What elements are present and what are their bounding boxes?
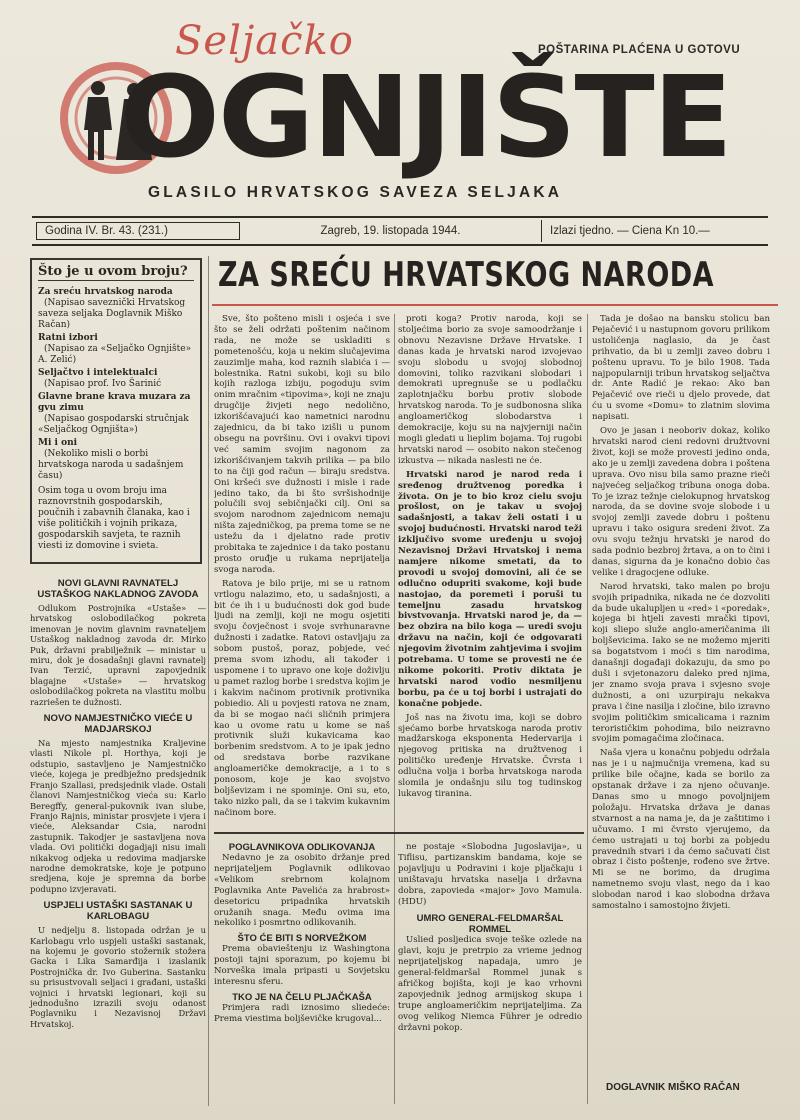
postage-notice: POŠTARINA PLAĆENA U GOTOVU bbox=[538, 44, 741, 56]
paragraph: proti koga? Protiv naroda, koji se stoljećima borio za svoje samoodržanje i obnovu Nezavisne Države Hrvatske. I danas kada je hrvatski narod izvojevao svoju slobodu u svojoj slobodnoj domovini, toliko razvikani slobodari i demokrati upregnuše se u podlačku zaplotnjačku borbu protiv slobode hrvatskog naroda. To je sudbonosna slika angloameričkog slobodarstva i demokracije, koju su na najvjerniji način mogli gledati u lieplim bojama. Toj rugobi hrvatski narod — osobito nakon stečenog izkustva — nikada naslesti ne će. bbox=[398, 314, 582, 466]
issue-price: Izlazi tjedno. — Ciena Kn 10.— bbox=[550, 225, 710, 237]
contents-entry: Glavne brane krava muzara za gvu zimu (Napisao gospodarski stručnjak «Seljačkog Ognjišta») bbox=[38, 392, 191, 435]
article-column-1 bbox=[214, 314, 390, 824]
article-body: Uslied posljedica svoje teške ozlede na glavi, koju je pretrpio za vrieme jednog neprijateljskog napadaja, umro je general-feldmaršal Rommel junak s afričkog bojišta, koji je kao vrhovni zapovjednik jednog armijskog skupa i trupe angloameričkim neprijateljima. Za ovog velikog Niemca Führer je odredio državni pokop. bbox=[398, 935, 582, 1033]
article-title: NOVO NAMJESTNIČKO VIEĆE U MADJARSKOJ bbox=[43, 713, 193, 736]
paragraph: Ovo je jasan i neoboriv dokaz, koliko hrvatski narod cieni redovni družtvovni život, koji se može provesti jedino onda, ako je u zemlji zavedena dobra i poštena uprava. Ovo nisu bila samo prazne rieči najvećeg seljačkog tribuna onoga doba. To je izraz težnje cielokupnog hrvatskog naroda, da se dovine svoje slobode i u svojoj zemlji zavede dobru i poštenu upravu i tako osigura sredeni život. Za ovu svoju težnju hrvatski je narod do sada podnio bezbroj žrtava, a on to čini i danas, sigurna da je konačno dobio čas velike i dragocjene odluke. bbox=[592, 426, 770, 578]
issue-date: Zagreb, 19. listopada 1944. bbox=[320, 225, 461, 237]
paragraph: Sve, što pošteno misli i osjeća i sve što se želi održati poštenim načinom rada, ne može se uskladiti s pometenošću, koja u nekim slučajevima zauzimlje maha, kod raznih slabića i — bolestnika. Ratni sukobi, koji su bilo kojih razloga izbiju, pogoduju svim onim mračnim «tipovima», koji ne znaju drugčije živjeti nego nedolično, izkorišćavajući kao nametnici narodnu zajednicu, da bi tako izišli u punom obsegu na površinu. Ovi i ovakvi tipovi već samim svojim nagonom za izkorišćivanjem takvih prilika — pa bilo to na čiji god račun — biraju sredstva. Oni kršeći sve dužnosti i misle i rade jedino tako, da bi što svršishodnije polučili svoj sebičnjački cilj. Oni sa svojom narodnom zajednicom nemaju ništa zajedničkog, pa prema tome se ne ustežu da i djelatno rade protiv probitaka te zajednice i da tako postanu prosto oruđje u rukama neprijatelja svoga naroda. bbox=[214, 314, 390, 575]
article-signature: DOGLAVNIK MIŠKO RAČAN bbox=[606, 1082, 740, 1093]
column-divider bbox=[394, 314, 395, 1104]
article-title: TKO JE NA ČELU PLJAČKAŠA bbox=[232, 991, 372, 1003]
bottom-article bbox=[214, 842, 390, 1108]
column-divider bbox=[208, 256, 209, 1106]
article-body: U nedjelju 8. listopada održan je u Karlobagu vrlo uspjeli ustaški sastanak, na kojemu je govorio stožernik stožera Gacka i Lika Samarđija i izaslanik Postrojnička dr. Ivo Guberina. Sastanku su prisustvovali seljaci i građani, ustaški vojnici i hrvatski legionari, koji su jednodušno izrazili svoju odanost Poglavniku i Nezavisnoj Državi Hrvatskoj. bbox=[30, 925, 206, 1029]
left-news-column bbox=[30, 572, 206, 1032]
contents-heading: Što je u ovom broju? bbox=[38, 266, 194, 281]
column-divider bbox=[587, 314, 588, 1104]
paragraph: Ratova je bilo prije, mi se u ratnom vrtlogu nalazimo, eto, u sadašnjosti, a bit će ih i u budućnosti dok god bude ljudi na zemlji, koji ne mogu osjetiti svoju čovječnost i svoje svrhunaravne dužnosti i zadatke. Ratovi ostavljaju za sobom pustoš, poraz, pobjede, već prema svom izhodu, ali također i uspomene i to upravo one koje doživlju u pamet razlog borbe i sredstva kojim je i kakvim načinom protivnik protivnika pobiedio. Ali u povjesti ratova ne znam, da bi se mogao naći sličnih primjera kao u ovome ratu u kome se naš protivnik služi kukavicama kao borbenim sredstvom. A to je ipak jedno od sredstava borbe razvikane angloameričke demokracije, a i to s ponosom, koje je kao svojstvo boljševizam i ne spominje. Oni su, eto, tako nizko pali, da se i takvim kukavnim načinom bore. bbox=[214, 578, 390, 818]
article-body: Primjera radi iznosimo sliedeće: Prema viestima boljševičke krugoval... bbox=[214, 1002, 390, 1024]
masthead-subtitle: GLASILO HRVATSKOG SAVEZA SELJAKA bbox=[148, 184, 563, 201]
contents-box bbox=[30, 258, 202, 564]
contents-entry: Seljačtvo i intelektualci (Napisao prof. Ivo Šarinić bbox=[38, 368, 162, 389]
issue-info-bar bbox=[32, 216, 768, 246]
contents-footer: Osim toga u ovom broju ima raznovrstnih gospodarskih, poučnih i zabavnih članaka, kao i više političkih i vojnih prikaza, gospodarskih savjeta, te raznih viesti iz domovine i svieta. bbox=[38, 486, 190, 551]
article-column-2 bbox=[398, 314, 582, 884]
article-body: Prema obavieštenju iz Washingtona postoji tajni sporazum, po kojemu bi Norveška imala pripasti u Sovjetsku interesnu sferu. bbox=[214, 944, 390, 988]
paragraph: Još nas na životu ima, koji se dobro sjećamo borbe hrvatskoga naroda protiv madžarskoga eksponenta Hedervarija i njegovog pritiska na družtvenog i političko uređenje Hrvatske. Čvrsta i odlučna volja i borba hrvatskoga naroda slomila je ondašnju silu tog tudinskog lukavog tiranina. bbox=[398, 712, 582, 799]
article-title: POGLAVNIKOVA ODLIKOVANJA bbox=[228, 842, 376, 853]
headline-rule bbox=[212, 304, 778, 306]
article-body: ne postaje «Slobodna Jugoslavija», u Tiflisu, partizanskim bandama, koje se pojavljuju u Podravini i koje pljačkaju i uništavaju hrvatska naselja i državna dobra, zapovieda «major» Jovo Mamula. (HDU) bbox=[398, 842, 582, 907]
paragraph: Hrvatski narod je narod reda i sređenog družtvenog poredka i života. On je to bio kroz cielu svoju prošlost, on je takav u svojoj sadašnjosti, a takav želi ostati i u svojoj budućnosti. Hrvatski narod teži izključivo svome uređenju u svojoj Nezavisnoj Državi Hrvatskoj i nema namjere nikome smetati, da to provodi u svojoj domovini, ali će se odlučno odupriti svakome, koji bude nastojao, da poremeti i poruši tu temeljnu zasadu hrvatskog bivstvovanja. Hrvatski narod je, da — bez obzira na bilo koga — uredi svoju državu na način, koji će odgovarati njegovim životnim zahtjevima i svojim potrebama. U tome se provesti ne će nikome pokoriti. Protiv diktata je hrvatski narod vodio nesmiljenu borbu, pa će u toj borbi i ustrajati do konačne pobjede. bbox=[398, 469, 582, 709]
article-title: USPJELI USTAŠKI SASTANAK U KARLOBAGU bbox=[43, 900, 193, 923]
paragraph: Narod hrvatski, tako malen po broju svojih pripadnika, nikada ne će dozvoliti da bude ukalupljen u «red» i «poredak», kojega bi htjeli zavesti mrački tipovi, koji sliepo služe anglo-američanima ili boljševicima. Iako se ne možemo mjeriti sa bogatstvom i moći s tim narodima, današnji događaji dokazuju, da smo po duši i svjetonazoru daleko pred njima, jer znamo svoja prava i svjesno svoje dužnosti, a oni uzurpiraju nekakva prava i čine nasilja i zločine, bilo izravno svojim političkim smicalicama i raznim terorističkim pohodima, bilo neizravno svojim pomagačima zločinaca. bbox=[592, 581, 770, 745]
issue-number: Godina IV. Br. 43. (231.) bbox=[36, 222, 240, 240]
paragraph: Tada je došao na bansku stolicu ban Pejačević i u nastupnom govoru prilikom ustoličenja naglasio, da je čast prihvatio, da bi u zemlji zaveo dobru i poštenu upravu. To je bilo 1908. Tada najpopularniji tribun hrvatskog seljačtva dr. Ante Radić je rekao: Ako ban Pejačević ove rieči u djelo provede, dat ću u svome «Domu» to zlatnim slovima napisati. bbox=[592, 314, 770, 423]
article-body: Nedavno je za osobito držanje pred neprijateljem Poglavnik odlikovao «Velikom srebrnom kolajnom Poglavnika Ante Pavelića za hrabrost» desetoricu pripadnika hrvatskih oružanih snaga. Među ovima ima nekoliko i posmrtno odlikovanih. bbox=[214, 853, 390, 929]
article-title: NOVI GLAVNI RAVNATELJ USTAŠKOG NAKLADNOG ZAVODA bbox=[37, 578, 199, 600]
contents-entry: Za sreću hrvatskog naroda (Napisao saveznički Hrvatskog saveza seljaka Doglavnik Miško Račan) bbox=[38, 287, 186, 330]
masthead-main-title: OGNJIŠTE bbox=[120, 53, 731, 183]
article-title: UMRO GENERAL-FELDMARŠAL ROMMEL bbox=[416, 913, 564, 936]
paragraph: Naša vjera u konačnu pobjedu održala nas je i u najmučnija vremena, kad su prilike bile očajne, kada se borilo za opstanak države i za njeno očuvanje. Danas smo u mnogo povoljnijem položaju. Hrvatska država je danas stvarnost a na nama je, da je zaštitimo i učuvamo. I mi čvrsto vjerujemo, da ćemo ustrajati u toj borbi za pobjedu pravednih stvari i da ćemo sačuvati čist obraz i čisto poštenje, rođeno sve žrtve. Mi se ne borimo, da drugima nametnemo svoju vlast, nego da i kao slobodan narod i kao slobodna država samostalno i samostojno živjeti. bbox=[592, 748, 770, 912]
article-column-3 bbox=[592, 314, 770, 1074]
separator bbox=[214, 832, 584, 834]
masthead-script-title: Seljačko bbox=[175, 18, 354, 64]
article-body: Na mjesto namjestnika Kraljevine vlasti Nikole pl. Horthya, koji je odstupio, sastavljeno je Namjestničko vieće, kojega je predbježno predsjednik Franjo Szallasi, predsjednik vlade. Ostali članovi Namjestničkog vieća su: Karlo Beregffy, general-pukovnik ivan slube, Franjo Rajnis, ministar prosvjete i vjera i vieće, Aleksandar Csia, narodni zastupnik. Takodjer je sastavljena nova vlada. Ovi politički dogadjaji nisu imali nikakvog odjeka u redovima madjarske narodne demokratske, koje je potpuno sredjena, koje je spremna da borbe podupno izvjeravati. bbox=[30, 738, 206, 894]
article-title: ŠTO ĆE BITI S NORVEŽKOM bbox=[237, 933, 367, 945]
contents-entry: Ratni izbori (Napisao za «Seljačko Ognjište» A. Zelić) bbox=[38, 333, 192, 365]
article-body: Odlukom Postrojnika «Ustaše» — hrvatskog oslobodilačkog pokreta imenovan je novim glavnim ravnateljem Ustaškog nakladnog zavoda dr. Mirko Puk, državni prabilježnik — ministar u miru, dok je dosadašnji glavni ravnatelj Ivan Terzić, upravni zapovjednik blagajne «Ustaše» — hrvatskog oslobodilačkog pokreta na vlastitu molbu razriešen te dužnosti. bbox=[30, 603, 206, 707]
main-headline: ZA SREĆU HRVATSKOG NARODA bbox=[218, 256, 715, 295]
bottom-article bbox=[398, 842, 582, 1108]
contents-entry: Mi i oni (Nekoliko misli o borbi hrvatskoga naroda u sadašnjem času) bbox=[38, 438, 184, 481]
